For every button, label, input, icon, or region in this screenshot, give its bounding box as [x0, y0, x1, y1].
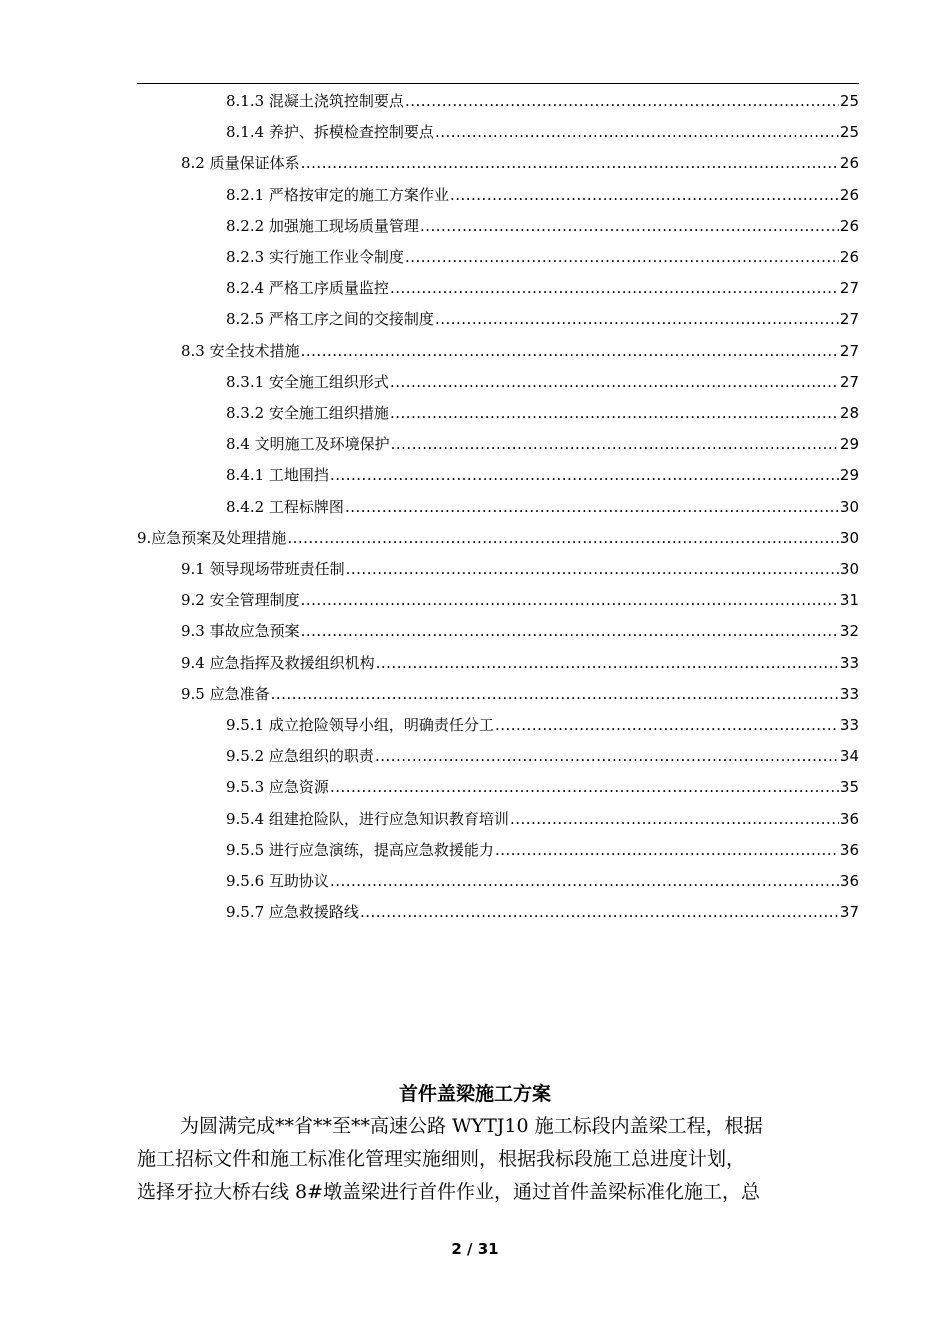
- toc-entry-label: 8.3 安全技术措施: [181, 342, 300, 360]
- toc-entry[interactable]: [226, 496, 859, 518]
- toc-entry-label: 8.4 文明施工及环境保护: [226, 435, 390, 453]
- toc-entry[interactable]: [226, 745, 859, 767]
- toc-entry-page: 30: [839, 498, 859, 516]
- toc-leader-dots: [450, 184, 839, 206]
- toc-entry-label: 8.2.5 严格工序之间的交接制度: [226, 310, 434, 328]
- toc-entry[interactable]: [226, 402, 859, 424]
- toc-entry-label: 9.5.6 互助协议: [226, 872, 329, 890]
- toc-leader-dots: [495, 839, 839, 861]
- toc-entry-page: 27: [839, 373, 859, 391]
- toc-entry[interactable]: [181, 558, 859, 580]
- toc-leader-dots: [271, 683, 839, 705]
- toc-leader-dots: [405, 246, 839, 268]
- toc-entry-label: 8.3.2 安全施工组织措施: [226, 404, 389, 422]
- toc-leader-dots: [495, 714, 839, 736]
- toc-entry[interactable]: [226, 215, 859, 237]
- toc-leader-dots: [420, 215, 839, 237]
- toc-entry[interactable]: [226, 90, 859, 112]
- body-text-line: 施工招标文件和施工标准化管理实施细则，根据我标段施工总进度计划，: [137, 1148, 746, 1170]
- toc-entry-label: 9.5.7 应急救援路线: [226, 903, 359, 921]
- toc-entry[interactable]: [226, 464, 859, 486]
- toc-entry-page: 31: [839, 591, 859, 609]
- toc-entry-page: 30: [839, 560, 859, 578]
- toc-entry-page: 33: [839, 716, 859, 734]
- page-number: 2 / 31: [451, 1240, 499, 1258]
- toc-entry-label: 9.4 应急指挥及救援组织机构: [181, 654, 375, 672]
- toc-entry-page: 26: [839, 248, 859, 266]
- toc-entry[interactable]: [226, 277, 859, 299]
- toc-leader-dots: [287, 527, 839, 549]
- toc-entry[interactable]: [226, 308, 859, 330]
- toc-entry-page: 26: [839, 217, 859, 235]
- toc-entry-page: 36: [839, 810, 859, 828]
- toc-leader-dots: [330, 464, 839, 486]
- toc-entry-label: 9.应急预案及处理措施: [137, 529, 287, 547]
- toc-entry-label: 9.5.3 应急资源: [226, 778, 329, 796]
- toc-entry[interactable]: [137, 527, 859, 549]
- toc-entry-label: 9.2 安全管理制度: [181, 591, 300, 609]
- toc-leader-dots: [391, 433, 839, 455]
- toc-leader-dots: [301, 152, 839, 174]
- toc-entry-page: 27: [839, 279, 859, 297]
- toc-entry[interactable]: [181, 589, 859, 611]
- body-text-line: 选择牙拉大桥右线 8#墩盖梁进行首件作业，通过首件盖梁标准化施工，总: [137, 1181, 761, 1203]
- toc-entry[interactable]: [181, 652, 859, 674]
- toc-leader-dots: [390, 402, 839, 424]
- toc-entry[interactable]: [226, 246, 859, 268]
- toc-entry-page: 36: [839, 841, 859, 859]
- toc-entry-label: 8.4.2 工程标牌图: [226, 498, 344, 516]
- toc-entry-label: 9.5 应急准备: [181, 685, 270, 703]
- toc-entry[interactable]: [181, 620, 859, 642]
- toc-entry-page: 29: [839, 466, 859, 484]
- toc-entry-label: 8.1.3 混凝土浇筑控制要点: [226, 92, 404, 110]
- toc-entry-page: 34: [839, 747, 859, 765]
- toc-entry-label: 9.5.1 成立抢险领导小组，明确责任分工: [226, 716, 494, 734]
- toc-leader-dots: [390, 371, 839, 393]
- toc-entry-page: 30: [839, 529, 859, 547]
- toc-entry-page: 29: [839, 435, 859, 453]
- section-title: 首件盖梁施工方案: [398, 1083, 551, 1105]
- toc-entry-label: 8.2.4 严格工序质量监控: [226, 279, 389, 297]
- toc-entry-label: 9.1 领导现场带班责任制: [181, 560, 345, 578]
- toc-entry[interactable]: [226, 714, 859, 736]
- toc-entry[interactable]: [181, 152, 859, 174]
- toc-entry-label: 8.3.1 安全施工组织形式: [226, 373, 389, 391]
- toc-entry-page: 28: [839, 404, 859, 422]
- toc-leader-dots: [376, 652, 839, 674]
- toc-leader-dots: [375, 745, 839, 767]
- toc-entry[interactable]: [226, 839, 859, 861]
- toc-entry-label: 9.5.2 应急组织的职责: [226, 747, 374, 765]
- toc-entry-page: 25: [839, 123, 859, 141]
- toc-leader-dots: [360, 901, 839, 923]
- toc-entry-page: 25: [839, 92, 859, 110]
- toc-leader-dots: [301, 589, 839, 611]
- toc-entry-label: 8.2.2 加强施工现场质量管理: [226, 217, 419, 235]
- toc-entry-page: 35: [839, 778, 859, 796]
- toc-leader-dots: [510, 808, 839, 830]
- toc-entry-page: 27: [839, 342, 859, 360]
- toc-entry[interactable]: [226, 901, 859, 923]
- toc-leader-dots: [435, 308, 839, 330]
- toc-entry-page: 33: [839, 685, 859, 703]
- toc-entry-page: 37: [839, 903, 859, 921]
- toc-entry-label: 8.2.1 严格按审定的施工方案作业: [226, 186, 449, 204]
- toc-leader-dots: [405, 90, 839, 112]
- toc-entry[interactable]: [226, 776, 859, 798]
- toc-entry[interactable]: [226, 870, 859, 892]
- toc-leader-dots: [345, 496, 839, 518]
- section-body: [137, 1110, 859, 1209]
- toc-entry-label: 8.2.3 实行施工作业令制度: [226, 248, 404, 266]
- toc-leader-dots: [330, 776, 839, 798]
- toc-entry-label: 8.2 质量保证体系: [181, 154, 300, 172]
- toc-entry-label: 8.1.4 养护、拆模检查控制要点: [226, 123, 434, 141]
- toc-entry-label: 8.4.1 工地围挡: [226, 466, 329, 484]
- toc-leader-dots: [330, 870, 839, 892]
- toc-entry[interactable]: [226, 184, 859, 206]
- toc-entry-page: 33: [839, 654, 859, 672]
- toc-entry-page: 26: [839, 154, 859, 172]
- toc-entry-label: 9.3 事故应急预案: [181, 622, 300, 640]
- toc-entry-label: 9.5.4 组建抢险队，进行应急知识教育培训: [226, 810, 509, 828]
- toc-leader-dots: [301, 620, 839, 642]
- toc-leader-dots: [435, 121, 839, 143]
- toc-entry-page: 26: [839, 186, 859, 204]
- toc-entry-page: 36: [839, 872, 859, 890]
- toc-entry[interactable]: [226, 371, 859, 393]
- toc-leader-dots: [301, 340, 839, 362]
- toc-entry-page: 27: [839, 310, 859, 328]
- header-rule: [137, 83, 859, 84]
- toc-entry[interactable]: [226, 121, 859, 143]
- toc-entry[interactable]: [181, 683, 859, 705]
- toc-leader-dots: [346, 558, 839, 580]
- toc-entry-page: 32: [839, 622, 859, 640]
- toc-entry[interactable]: [181, 340, 859, 362]
- toc-entry-label: 9.5.5 进行应急演练，提高应急救援能力: [226, 841, 494, 859]
- toc-entry[interactable]: [226, 808, 859, 830]
- body-text-line: 为圆满完成**省**至**高速公路 WYTJ10 施工标段内盖梁工程，根据: [180, 1115, 763, 1137]
- toc-entry[interactable]: [226, 433, 859, 455]
- toc-leader-dots: [390, 277, 839, 299]
